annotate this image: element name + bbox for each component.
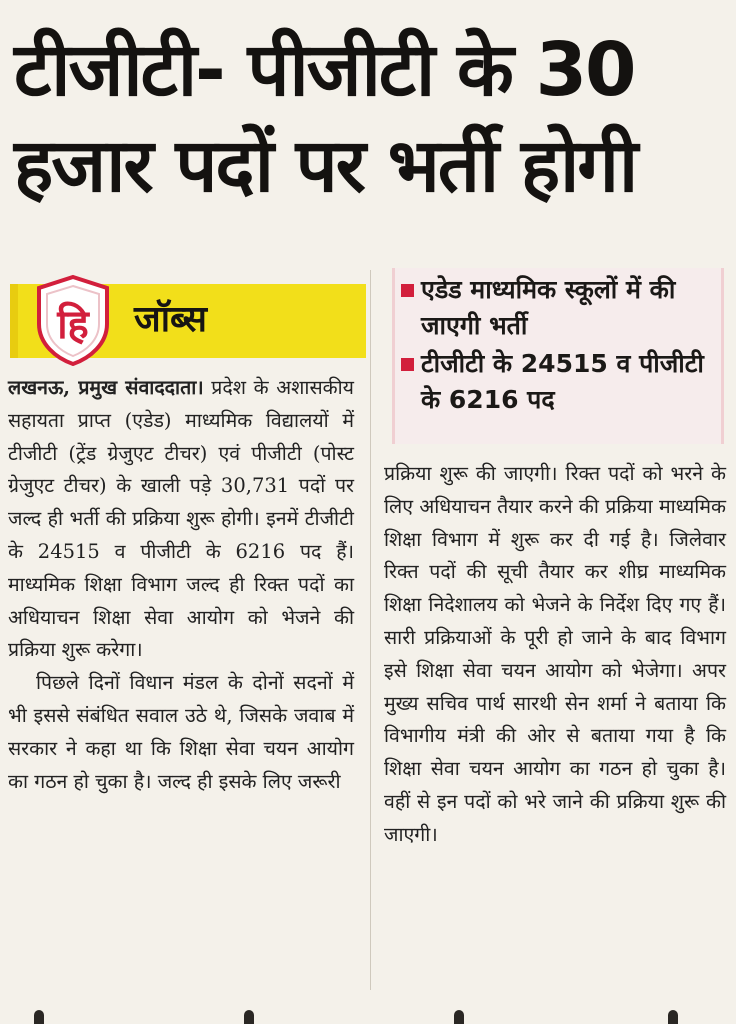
highlight-item bbox=[421, 346, 711, 418]
text-fragment bbox=[244, 1010, 254, 1024]
highlights-box bbox=[392, 268, 724, 444]
hindustan-logo-icon bbox=[34, 274, 112, 366]
text-fragment bbox=[34, 1010, 44, 1024]
dateline: लखनऊ, प्रमुख संवाददाता। bbox=[8, 376, 204, 399]
article-paragraph: पिछले दिनों विधान मंडल के दोनों सदनों में भी इससे संबंधित सवाल उठे थे, जिसके जवाब में सरकार ने कहा था कि शिक्षा सेवा चयन आयोग का गठन हो चुका है। जल्द ही इसके लिए जरूरी bbox=[8, 671, 354, 793]
article-column-right bbox=[384, 458, 726, 852]
text-fragment bbox=[668, 1010, 678, 1024]
logo-letter: हि bbox=[57, 302, 89, 348]
highlight-item bbox=[421, 272, 711, 344]
highlight-text: एडेड माध्यमिक स्कूलों में की जाएगी भर्ती bbox=[421, 275, 676, 340]
article-column-left bbox=[8, 372, 354, 798]
section-label: जॉब्स bbox=[134, 299, 207, 340]
headline-line-1: टीजीटी- पीजीटी के 30 bbox=[14, 27, 635, 113]
highlight-text: टीजीटी के 24515 व पीजीटी के 6216 पद bbox=[421, 349, 704, 414]
headline-line-2: हजार पदों पर भर्ती होगी bbox=[14, 123, 637, 209]
paragraph-text: प्रदेश के अशासकीय सहायता प्राप्त (एडेड) माध्यमिक विद्यालयों में टीजीटी (ट्रेंड ग्रेजुएट टीचर) एवं पीजीटी (पोस्ट ग्रेजुएट टीचर) के खाली पड़े 30,731 पदों पर जल्द ही भर्ती की प्रक्रिया शुरू होगी। इनमें टीजीटी के 24515 व पीजीटी के 6216 पद हैं। माध्यमिक शिक्षा विभाग जल्द ही रिक्त पदों का अधियाचन शिक्षा सेवा आयोग को भेजने की प्रक्रिया शुरू करेगा। bbox=[8, 376, 354, 662]
article-paragraph: प्रक्रिया शुरू की जाएगी। रिक्त पदों को भरने के लिए अधियाचन तैयार करने की प्रक्रिया माध्यमिक शिक्षा विभाग में शुरू कर दी गई है। जिलेवार रिक्त पदों की सूची तैयार कर शीघ्र माध्यमिक शिक्षा निदेशालय को भेजने के निर्देश दिए गए हैं। सारी प्रक्रियाओं के पूरी हो जाने के बाद विभाग इसे शिक्षा सेवा चयन आयोग को भेजेगा। अपर मुख्य सचिव पार्थ सारथी सेन शर्मा ने बताया कि विभागीय मंत्री की ओर से बताया गया है कि शिक्षा सेवा चयन आयोग का गठन हो चुका है। वहीं से इन पदों को भरे जाने की प्रक्रिया शुरू की जाएगी। bbox=[384, 462, 726, 846]
article-paragraph bbox=[8, 372, 354, 667]
bullet-square-icon bbox=[401, 284, 414, 297]
column-divider bbox=[370, 270, 371, 990]
cropped-next-text bbox=[0, 1004, 736, 1024]
bullet-square-icon bbox=[401, 358, 414, 371]
section-banner bbox=[10, 284, 366, 358]
headline bbox=[14, 22, 726, 214]
banner-stripe bbox=[10, 284, 18, 358]
text-fragment bbox=[454, 1010, 464, 1024]
